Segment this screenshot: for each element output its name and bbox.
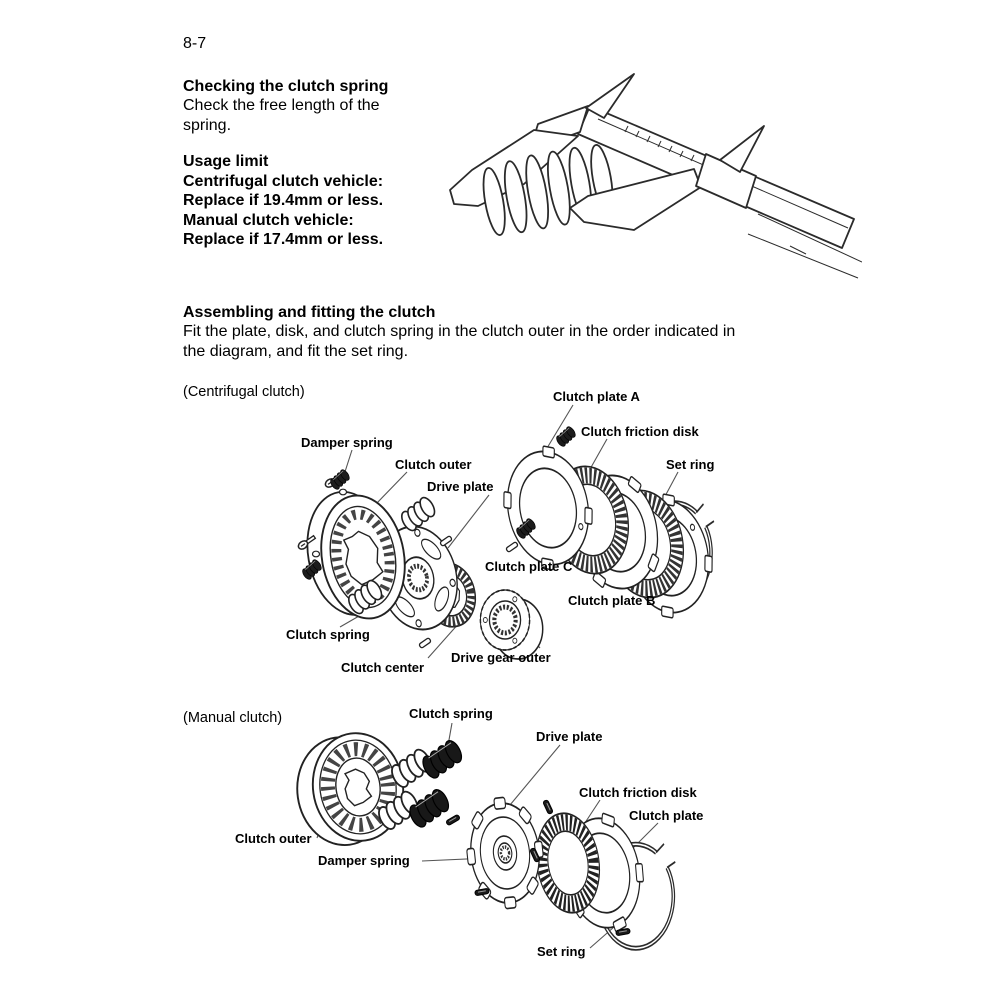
usage-heading: Usage limit [183, 153, 269, 170]
heading-assembling: Assembling and fitting the clutch [183, 304, 436, 321]
label-drive-gear-outer: Drive gear outer [451, 650, 551, 665]
label-manual-clutch-plate: Clutch plate [629, 808, 704, 823]
label-manual-clutch-friction-disk: Clutch friction disk [579, 785, 697, 800]
label-clutch-plate-b: Clutch plate B [568, 593, 656, 608]
caption-manual-clutch: (Manual clutch) [183, 710, 283, 726]
damper-spring-small-1 [328, 468, 352, 491]
caliper-fixed-inner-jaw [586, 74, 634, 118]
checking-body-line1: Check the free length of the [183, 97, 380, 114]
page-number: 8-7 [183, 35, 207, 52]
manual-damper-pin-1 [446, 814, 461, 826]
label-clutch-plate-a: Clutch plate A [553, 389, 640, 404]
label-clutch-friction-disk: Clutch friction disk [581, 424, 699, 439]
caliper-figure [438, 66, 862, 282]
usage-line3: Manual clutch vehicle: [183, 211, 354, 229]
checking-body-line2: spring. [183, 116, 232, 134]
label-set-ring: Set ring [666, 457, 715, 472]
drive-gear-outer-drawing [480, 590, 542, 659]
usage-limit-block [183, 152, 383, 250]
label-clutch-center: Clutch center [341, 660, 425, 675]
label-manual-set-ring: Set ring [537, 944, 586, 959]
label-damper-spring: Damper spring [301, 435, 393, 450]
usage-line1: Centrifugal clutch vehicle: [183, 172, 384, 190]
assembling-body-line1: Fit the plate, disk, and clutch spring in the clutch outer in the order indicated in [183, 323, 736, 340]
assembling-body [183, 322, 735, 361]
caliper-drawing [450, 74, 862, 278]
label-clutch-outer: Clutch outer [395, 457, 472, 472]
manual-exploded-drawing [290, 723, 683, 955]
caption-centrifugal-clutch: (Centrifugal clutch) [183, 384, 305, 400]
label-clutch-spring: Clutch spring [286, 627, 370, 642]
usage-line4: Replace if 17.4mm or less. [183, 231, 384, 248]
heading-checking-clutch-spring: Checking the clutch spring [183, 78, 389, 95]
manual-clutch-spring-4 [405, 787, 453, 830]
assembling-body-line2: the diagram, and fit the set ring. [183, 342, 409, 360]
manual-clutch-spring-2 [418, 738, 466, 781]
label-clutch-plate-c: Clutch plate C [485, 559, 573, 574]
damper-spring-small-3 [554, 425, 578, 448]
manual-damper-pin-2 [543, 800, 554, 815]
label-manual-damper-spring: Damper spring [318, 853, 410, 868]
manual-clutch-figure [223, 723, 720, 978]
usage-line2: Replace if 19.4mm or less. [183, 192, 384, 209]
checking-body [183, 96, 380, 135]
label-manual-drive-plate: Drive plate [536, 729, 603, 744]
label-drive-plate: Drive plate [427, 479, 494, 494]
label-manual-clutch-outer: Clutch outer [235, 831, 312, 846]
caliper-movable-outer-jaw [570, 169, 701, 230]
label-manual-clutch-spring: Clutch spring [409, 706, 493, 721]
